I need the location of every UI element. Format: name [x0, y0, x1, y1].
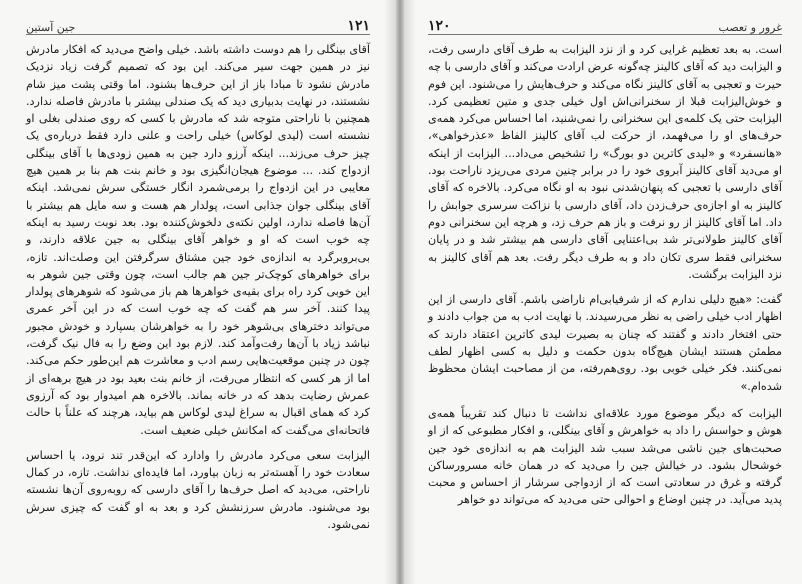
right-page-header	[428, 14, 782, 35]
left-page-body	[26, 41, 370, 533]
book-gutter	[396, 0, 404, 584]
left-page	[0, 0, 396, 584]
paragraph: آقای بینگلی را هم دوست داشته باشد. خیلی واضح می‌دید که افکار مادرش نیز در همین جهت سیر می‌کند. این بود که تصمیم گرفت زیاد نزدیک مادرش نشود تا مبادا باز از این حرف‌ها بشنود. اما وقتی پشت میز شام نشستند، در نهایت بدبیاری دید که یک صندلی بیشتر با مادرش فاصله ندارد. همچنین با ناراحتی متوجه شد که مادرش با کسی که روی صندلی بغلی او نشسته است (لیدی لوکاس) خیلی راحت و علنی دارد فقط درباره‌ی یک چیز حرف می‌زند... اینکه آرزو دارد جین به همین زودی‌ها با آقای بینگلی ازدواج کند. ... موضوع هیجان‌انگیزی بود و خانم بنت هم بنا بر همین هیچ معایبی در این ازدواج را برمی‌شمرد انگار خستگی سرش نمی‌شد. اینکه آقای بینگلی جوان جذابی است، پولدار هم هست و سه مایل هم بیشتر با آن‌ها فاصله ندارد، اولین نکته‌ی دلخوش‌کننده بود. بعد نوبت رسید به اینکه چه خوب است که او و خواهر آقای بینگلی به جین علاقه دارند، و بی‌بروبرگرد به اندازه‌ی خود جین مشتاق سرگرفتن این وصلت‌اند. تازه، برای خواهرهای کوچک‌تر جین هم جالب است، چون وقتی جین شوهر به این خوبی کرد راه برای بقیه‌ی خواهرها هم باز می‌شود که شوهرهای پولدار پیدا کنند. آخر سر هم گفت که چه خوب است که در این آخر عمری می‌تواند دخترهای بی‌شوهر خود را به خواهرشان بسپارد و خودش مجبور نباشد زیاد با آن‌ها رفت‌وآمد کند. لازم بود این وضع را به فال نیک گرفت، چون در چنین موقعیت‌هایی رسم ادب و معاشرت هم این‌طور حکم می‌کند. اما از هر کسی که انتظار می‌رفت، از خانم بنت بعید بود در هیچ برهه‌ای از عمرش رضایت بدهد که در خانه بماند. بالاخره هم امیدوار بود که آرزوی کرد که همای اقبال به سراغ لیدی لوکاس هم بیاید، هرچند که علناً با حالت فاتحانه‌ای می‌گفت که امکانش خیلی ضعیف است.	[26, 43, 370, 437]
left-page-number: ۱۲۱	[347, 18, 370, 34]
right-page-number: ۱۲۰	[428, 18, 451, 34]
paragraph: الیزابت که دیگر موضوع مورد علاقه‌ای نداشت تا دنبال کند تقریباً همه‌ی هوش و حواسش را داد به خواهرش و آقای بینگلی، و افکار مطبوعی که از او صحبت‌های جین ناشی می‌شد سبب شد الیزابت هم به اندازه‌ی خود جین خوشحال بشود. در خیالش جین را می‌دید که در همان خانه مسرورساکن گرفته و غرق در سعادتی است که از ازدواجی سرشار از احساس و محبت پدید می‌آید. در چنین اوضاع و احوالی حتی می‌دید که می‌تواند دو خواهر	[428, 406, 782, 507]
right-page-body	[428, 41, 782, 509]
paragraph: گفت: «هیچ دلیلی ندارم که از شرفیابی‌ام ناراضی باشم. آقای دارسی از این اظهار ادب خیلی راضی به نظر می‌رسیدند. با نهایت ادب به من جواب دادند و حتی افتخار دادند و گفتند که چنان به بصیرت لیدی کاترین اعتقاد دارند که مطمئن هستند ایشان هیچ‌گاه بدون حکمت و دلیل به کسی اظهار لطف نمی‌کنند. فکر خیلی خوبی بود. روی‌هم‌رفته، من از مصاحبت ایشان محظوظ شده‌ام.»	[428, 293, 782, 393]
right-page	[404, 0, 802, 584]
left-page-header	[26, 14, 370, 35]
paragraph: الیزابت سعی می‌کرد مادرش را وادارد که این‌قدر تند نرود، یا احساس سعادت خود را آهسته‌تر به زبان بیاورد، اما فایده‌ای نداشت. تازه، در کمال ناراحتی، می‌دید که اصل حرف‌ها را آقای دارسی که روبه‌روی آن‌ها نشسته بود می‌شنود. مادرش سرزنشش کرد و بعد به او گفت که چیزی سرش نمی‌شود.	[26, 448, 370, 532]
left-running-title: جین آستین	[26, 21, 76, 34]
right-running-title: غرور و تعصب	[718, 21, 782, 34]
paragraph: است. به بعد تعظیم غرایی کرد و از نزد الیزابت به طرف آقای دارسی رفت، و الیزابت دید که آقای کالینز چه‌گونه عرض ارادت می‌کند و آقای دارسی با چه حیرت و تعجبی به آقای کالینز نگاه می‌کند و حرف‌هایش را می‌شنود. این فوم و خوش‌الیزابت قبلا از سخنرانی‌اش اول خیلی جدی و متین تعظیمی کرد. الیزابت حتی یک کلمه‌ی این سخنرانی را نمی‌شنید، اما احساس می‌کرد همه‌ی حرف‌های او را می‌فهمد، از حرکت لب آقای کالینز الفاظ «عذرخواهی»، «هانسفرد» و «لیدی کاترین دو بورگ» را تشخیص می‌داد... الیزابت از اینکه او می‌دید آقای کالینز آبروی خود را در برابر چنین مردی می‌ریزد ناراحت بود. آقای دارسی با تعجبی که پنهان‌شدنی نبود به او نگاه می‌کرد. بالاخره که آقای کالینز به او اجازه‌ی حرف‌زدن داد، آقای دارسی با نزاکت سرسری جوابش را داد. اما آقای کالینز از رو نرفت و باز هم حرف زد، و هرچه این سخنرانی دوم آقای کالینز طولانی‌تر شد بی‌اعتنایی آقای دارسی هم بیشتر شد و در پایان سخنرانی فقط سری تکان داد و به طرف دیگر رفت. بعد هم آقای کالینز به نزد الیزابت برگشت.	[428, 43, 782, 281]
